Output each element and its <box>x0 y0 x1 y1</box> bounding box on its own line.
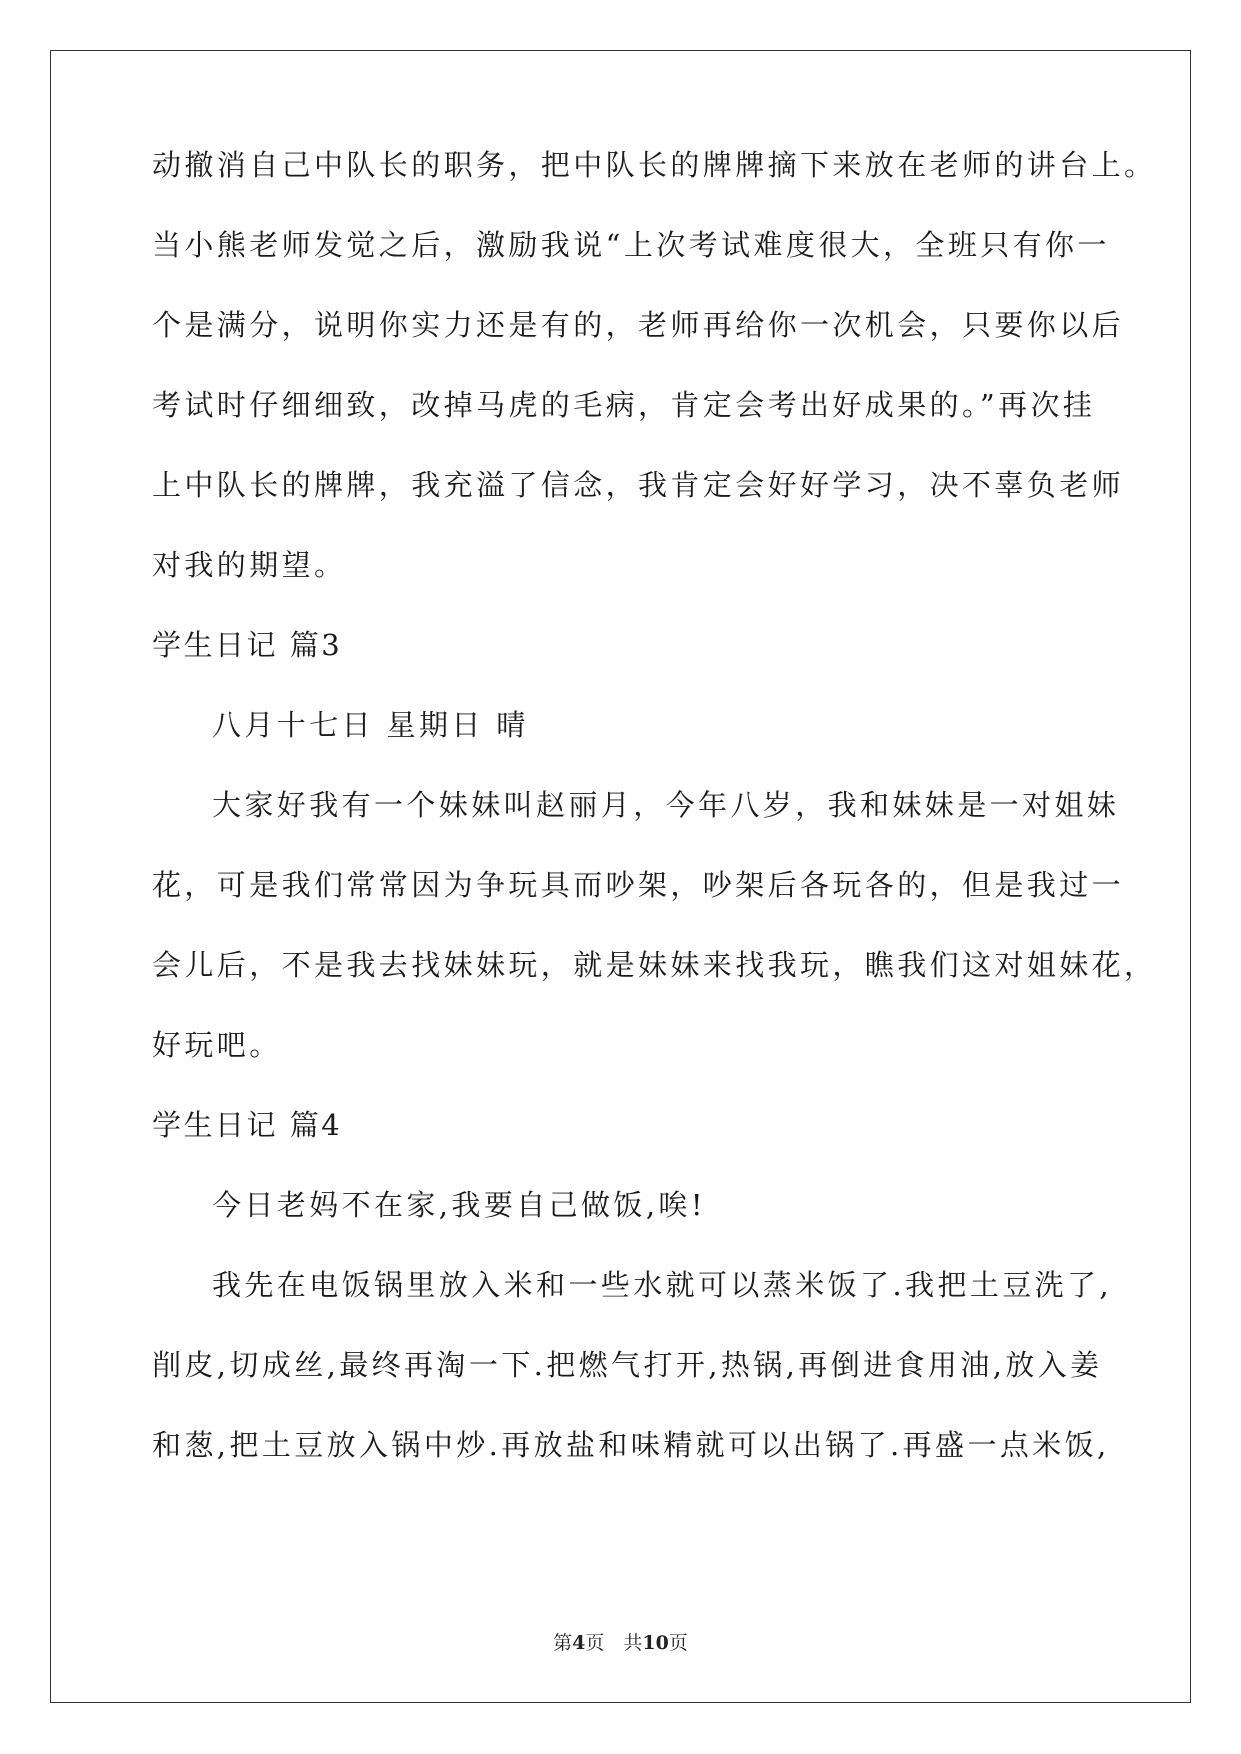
paragraph-line: 花，可是我们常常因为争玩具而吵架，吵架后各玩各的，但是我过一 <box>152 868 1125 902</box>
paragraph-line: 当小熊老师发觉之后，激励我说“上次考试难度很大，全班只有你一 <box>152 228 1110 262</box>
current-page-number: 4 <box>572 1632 586 1654</box>
page-suffix: 页 <box>668 1632 688 1654</box>
page-mid-text: 页 共 <box>585 1632 643 1654</box>
total-page-number: 10 <box>642 1632 669 1654</box>
diary-date-line: 八月十七日 星期日 晴 <box>212 708 529 742</box>
paragraph-line: 个是满分，说明你实力还是有的，老师再给你一次机会，只要你以后 <box>152 308 1125 342</box>
section-heading: 学生日记 篇4 <box>152 1108 343 1142</box>
paragraph-line: 动撤消自己中队长的职务，把中队长的牌牌摘下来放在老师的讲台上。 <box>152 148 1157 182</box>
paragraph-line: 上中队长的牌牌，我充溢了信念，我肯定会好好学习，决不辜负老师 <box>152 468 1125 502</box>
document-body <box>152 145 1157 1505</box>
page-prefix: 第 <box>553 1632 573 1654</box>
paragraph-line: 对我的期望。 <box>152 548 347 582</box>
paragraph-line: 和葱,把土豆放入锅中炒.再放盐和味精就可以出锅了.再盛一点米饭, <box>152 1428 1110 1462</box>
paragraph-line: 今日老妈不在家,我要自己做饭,唉! <box>212 1188 706 1222</box>
paragraph-line: 削皮,切成丝,最终再淘一下.把燃气打开,热锅,再倒进食用油,放入姜 <box>152 1348 1103 1382</box>
paragraph-line: 我先在电饭锅里放入米和一些水就可以蒸米饭了.我把土豆洗了, <box>212 1268 1113 1302</box>
page-number-footer <box>0 1628 1241 1655</box>
paragraph-line: 考试时仔细细致，改掉马虎的毛病，肯定会考出好成果的。”再次挂 <box>152 388 1096 422</box>
section-heading: 学生日记 篇3 <box>152 628 343 662</box>
paragraph-line: 好玩吧。 <box>152 1028 282 1062</box>
paragraph-line: 大家好我有一个妹妹叫赵丽月，今年八岁，我和妹妹是一对姐妹 <box>212 788 1120 822</box>
paragraph-line: 会儿后，不是我去找妹妹玩，就是妹妹来找我玩，瞧我们这对姐妹花， <box>152 948 1157 982</box>
